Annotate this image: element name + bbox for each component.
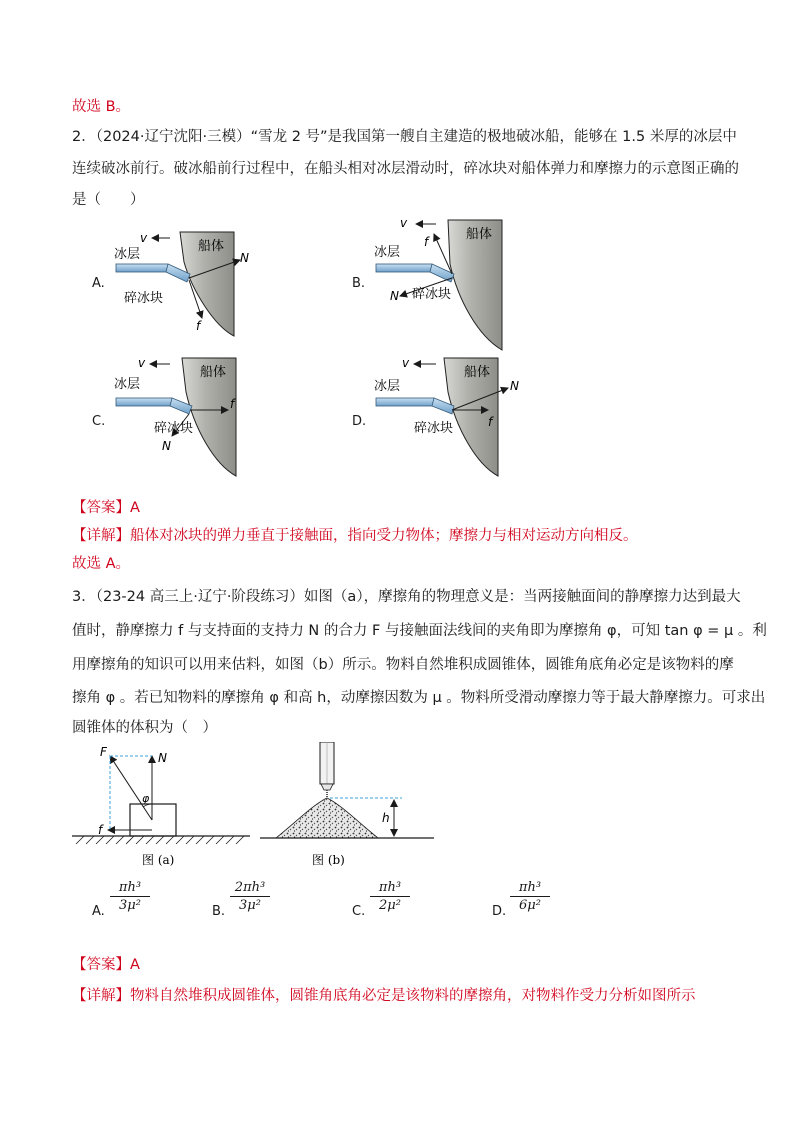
q2-a-f: f	[196, 319, 201, 333]
q2-d-N: N	[510, 379, 519, 393]
q2-answer: 【答案】A	[72, 500, 140, 516]
q2-c-f: f	[230, 397, 235, 411]
q2-option-c-diagram	[110, 352, 260, 478]
q2-b-ice-block: 碎冰块	[412, 287, 452, 302]
q3-option-a-letter: A.	[92, 904, 105, 919]
q3-figure-b	[256, 742, 436, 872]
q3-option-d-value	[510, 880, 550, 913]
q2-c-hull: 船体	[200, 365, 227, 380]
q2-b-v: v	[400, 216, 408, 230]
q3-option-b-num: 2πh³	[230, 880, 270, 897]
q2-c-N: N	[162, 439, 171, 453]
q3-b-h: h	[382, 811, 390, 825]
q2-a-v: v	[140, 231, 148, 245]
q2-conclusion: 故选 A。	[72, 556, 131, 572]
q3-stem-line1: 3．（23-24 高三上·辽宁·阶段练习）如图（a），摩擦角的物理意义是：当两接触面间的静摩擦力达到最大	[72, 589, 741, 605]
q3-option-c-value	[370, 880, 410, 913]
q3-stem-line2: 值时，静摩擦力 f 与支持面的支持力 N 的合力 F 与接触面法线间的夹角即为摩擦角 φ，可知 tan φ = μ 。利	[72, 623, 767, 639]
q3-detail: 【详解】物料自然堆积成圆锥体，圆锥角底角必定是该物料的摩擦角，对物料作受力分析如图所示	[72, 988, 696, 1004]
q2-c-ice-layer: 冰层	[114, 377, 141, 392]
q3-option-c-den: 2μ²	[379, 898, 401, 913]
q3-option-a-den: 3μ²	[119, 898, 141, 913]
q1-conclusion: 故选 B。	[72, 99, 131, 115]
q2-option-a-diagram	[110, 218, 260, 338]
q2-stem-line2: 连续破冰前行。破冰船前行过程中，在船头相对冰层滑动时，碎冰块对船体弹力和摩擦力的示意图正确的	[72, 161, 739, 177]
q2-a-N: N	[240, 251, 249, 265]
q3-option-a-num: πh³	[110, 880, 150, 897]
q2-d-hull: 船体	[464, 365, 491, 380]
q3-option-b-value	[230, 880, 270, 913]
q2-d-ice-block: 碎冰块	[414, 421, 454, 436]
q2-a-ice-block: 碎冰块	[124, 291, 164, 306]
q3-a-N: N	[158, 751, 167, 765]
q2-c-ice-block: 碎冰块	[154, 421, 194, 436]
q3-option-c-num: πh³	[370, 880, 410, 897]
q3-option-b-den: 3μ²	[239, 898, 261, 913]
q3-a-phi: φ	[142, 792, 150, 805]
q2-d-ice-layer: 冰层	[374, 379, 401, 394]
q2-b-N: N	[390, 289, 399, 303]
q3-option-d-letter: D.	[492, 904, 507, 919]
q3-stem-line5: 圆锥体的体积为（ ）	[72, 720, 217, 736]
q2-stem-line1: 2．（2024·辽宁沈阳·三模）“雪龙 2 号”是我国第一艘自主建造的极地破冰船，能够在 1.5 米厚的冰层中	[72, 129, 737, 145]
q3-a-f: f	[98, 823, 103, 837]
q2-option-c-label: C.	[92, 414, 106, 429]
q2-b-ice-layer: 冰层	[374, 245, 401, 260]
q2-option-d-label: D.	[352, 414, 367, 429]
q2-a-hull: 船体	[198, 239, 225, 254]
q3-option-d-den: 6μ²	[519, 898, 541, 913]
q2-option-b-diagram	[370, 212, 520, 352]
q3-b-caption: 图 (b)	[312, 853, 345, 867]
q2-a-ice-layer: 冰层	[114, 247, 141, 262]
q2-c-v: v	[138, 356, 146, 370]
q3-stem-line4: 擦角 φ 。若已知物料的摩擦角 φ 和高 h，动摩擦因数为 μ 。物料所受滑动摩擦力等于最大静摩擦力。可求出	[72, 690, 766, 706]
q3-figure-a	[72, 742, 252, 872]
q2-b-f: f	[424, 235, 429, 249]
q3-option-c-letter: C.	[352, 904, 366, 919]
q3-stem-line3: 用摩擦角的知识可以用来估料，如图（b）所示。物料自然堆积成圆锥体，圆锥角底角必定是该物料的摩	[72, 657, 734, 673]
q3-option-a-value	[110, 880, 150, 913]
q3-option-d-num: πh³	[510, 880, 550, 897]
q2-detail: 【详解】船体对冰块的弹力垂直于接触面，指向受力物体；摩擦力与相对运动方向相反。	[72, 528, 638, 544]
q2-option-d-diagram	[370, 352, 520, 478]
q3-answer: 【答案】A	[72, 957, 140, 973]
q2-b-hull: 船体	[466, 227, 493, 242]
q2-stem-line3: 是（ ）	[72, 192, 145, 208]
q3-option-b-letter: B.	[212, 904, 226, 919]
q3-a-F: F	[100, 745, 107, 759]
q2-d-v: v	[402, 356, 410, 370]
q3-a-caption: 图 (a)	[142, 853, 175, 867]
q2-d-f: f	[488, 415, 493, 429]
q2-option-a-label: A.	[92, 276, 105, 291]
q2-option-b-label: B.	[352, 276, 366, 291]
